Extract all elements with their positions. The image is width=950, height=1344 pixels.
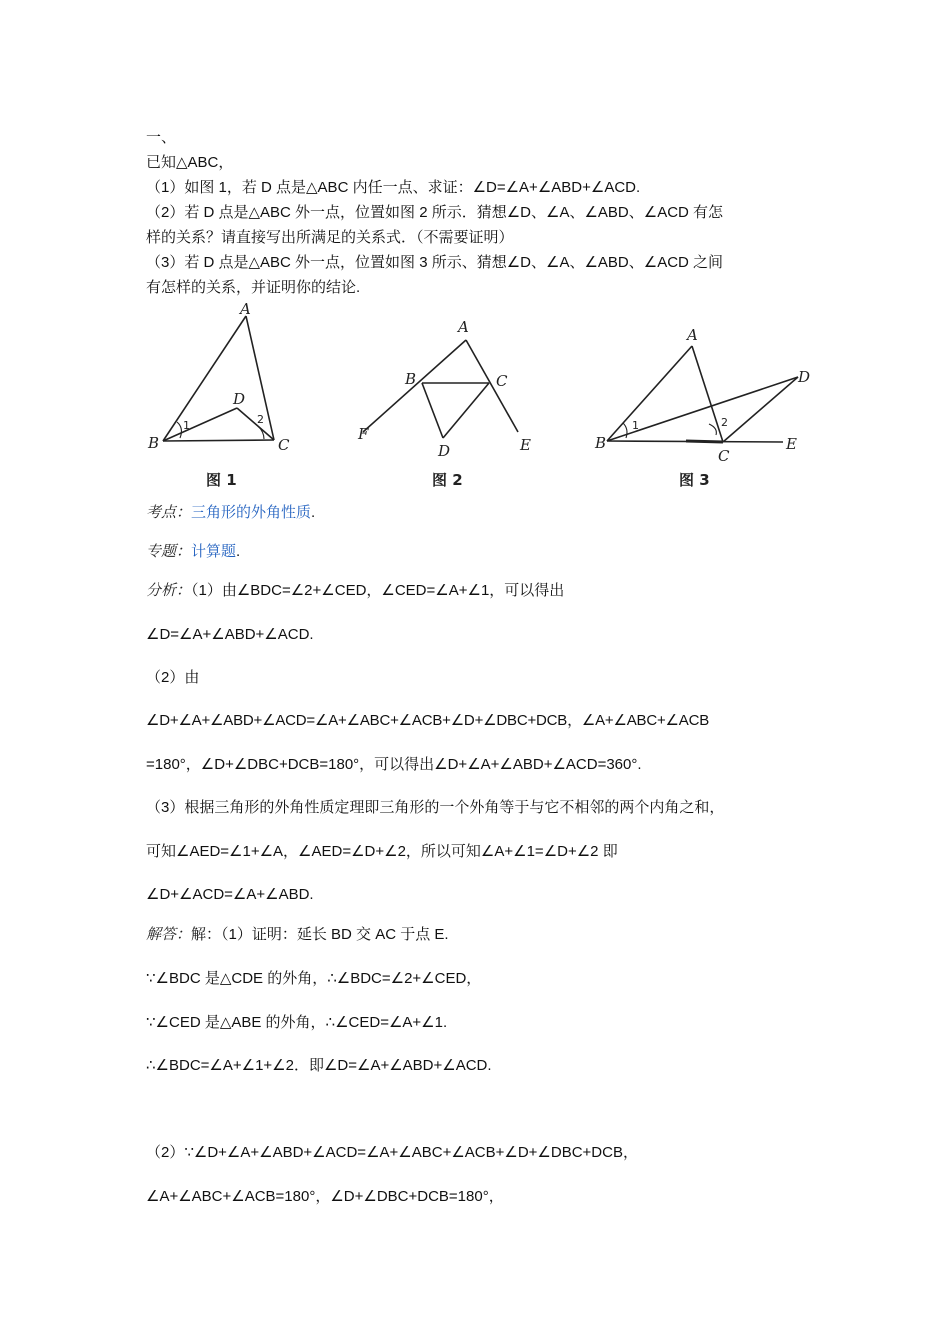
fig1-caption: 图 1 xyxy=(206,471,237,489)
problem-heading: 一、 xyxy=(146,129,177,146)
fig2-label-B: B xyxy=(405,370,417,388)
analysis-text-7: 可知∠AED=∠1+∠A，∠AED=∠D+∠2，所以可知∠A+∠1=∠D+∠2 即 xyxy=(146,843,618,860)
problem-part2-line2: 样的关系？请直接写出所满足的关系式．（不需要证明） xyxy=(146,229,514,246)
fig1-label-D: D xyxy=(233,390,246,408)
problem-part3-line2: 有怎样的关系，并证明你的结论. xyxy=(146,279,361,296)
fig2-caption: 图 2 xyxy=(432,471,463,489)
solution-text-2: ∵∠BDC 是△CDE 的外角，∴∠BDC=∠2+∠CED， xyxy=(146,970,482,987)
fig1-label-A: A xyxy=(240,302,251,318)
solution-text-1: 解：（1）证明：延长 BD 交 AC 于点 E. xyxy=(191,926,449,943)
problem-part2-line1: （2）若 D 点是△ABC 外一点，位置如图 2 所示．猜想∠D、∠A、∠ABD、∠ACD 有怎 xyxy=(146,204,724,221)
fig2-label-C: C xyxy=(496,372,508,390)
figures-row xyxy=(140,302,830,497)
kaodian-end: . xyxy=(311,504,316,521)
fig1-label-C: C xyxy=(278,436,290,454)
fig3-label-D: D xyxy=(798,368,811,386)
fig2-label-D: D xyxy=(438,442,451,460)
analysis-row-1 xyxy=(146,581,564,601)
figures-svg xyxy=(140,302,830,497)
problem-given: 已知△ABC， xyxy=(146,154,234,171)
fig3-label-B: B xyxy=(595,434,607,452)
fig3-angle-1: 1 xyxy=(632,419,639,432)
solution-text-3: ∵∠CED 是△ABE 的外角，∴∠CED=∠A+∠1. xyxy=(146,1014,448,1031)
problem-part3-line1: （3）若 D 点是△ABC 外一点，位置如图 3 所示、猜想∠D、∠A、∠ABD、∠ACD 之间 xyxy=(146,254,724,271)
kaodian-label: 考点： xyxy=(146,504,192,521)
analysis-text-4: ∠D+∠A+∠ABD+∠ACD=∠A+∠ABC+∠ACB+∠D+∠DBC+DCB，∠A+∠ABC+∠ACB xyxy=(146,712,710,729)
analysis-text-5: =180°，∠D+∠DBC+DCB=180°，可以得出∠D+∠A+∠ABD+∠ACD=360°. xyxy=(146,756,642,773)
problem-part1: （1）如图 1，若 D 点是△ABC 内任一点、求证：∠D=∠A+∠ABD+∠ACD. xyxy=(146,179,641,196)
fig3-label-C: C xyxy=(718,447,730,465)
solution-text-4: ∴∠BDC=∠A+∠1+∠2．即∠D=∠A+∠ABD+∠ACD. xyxy=(146,1057,492,1074)
analysis-text-8: ∠D+∠ACD=∠A+∠ABD. xyxy=(146,886,314,903)
fig3-caption: 图 3 xyxy=(679,471,710,489)
solution-text-6: ∠A+∠ABC+∠ACB=180°，∠D+∠DBC+DCB=180°， xyxy=(146,1188,504,1205)
fig3-label-E: E xyxy=(786,435,797,453)
zhuanti-link[interactable]: 计算题 xyxy=(191,543,237,560)
fig2-label-F: F xyxy=(358,425,369,443)
analysis-label: 分析： xyxy=(146,582,192,599)
fig3-angle-2: 2 xyxy=(721,416,728,429)
solution-label: 解答： xyxy=(146,926,192,943)
analysis-text-6: （3）根据三角形的外角性质定理即三角形的一个外角等于与它不相邻的两个内角之和， xyxy=(146,799,725,816)
solution-text-5: （2）∵∠D+∠A+∠ABD+∠ACD=∠A+∠ABC+∠ACB+∠D+∠DBC+DCB， xyxy=(146,1144,638,1161)
fig2-label-E: E xyxy=(520,436,531,454)
zhuanti-end: . xyxy=(236,543,241,560)
analysis-text-2: ∠D=∠A+∠ABD+∠ACD. xyxy=(146,626,314,643)
kaodian-row xyxy=(146,503,315,523)
fig3-label-A: A xyxy=(687,326,698,344)
analysis-text-1: （1）由∠BDC=∠2+∠CED，∠CED=∠A+∠1，可以得出 xyxy=(191,582,565,599)
zhuanti-row xyxy=(146,542,240,562)
fig2-label-A: A xyxy=(458,318,469,336)
zhuanti-label: 专题： xyxy=(146,543,192,560)
solution-row-1 xyxy=(146,925,449,945)
fig1-angle-1: 1 xyxy=(183,419,190,432)
kaodian-link[interactable]: 三角形的外角性质 xyxy=(191,504,312,521)
analysis-text-3: （2）由 xyxy=(146,669,200,686)
fig1-angle-2: 2 xyxy=(257,413,264,426)
fig1-label-B: B xyxy=(148,434,160,452)
figure-2-diagram xyxy=(363,340,518,438)
